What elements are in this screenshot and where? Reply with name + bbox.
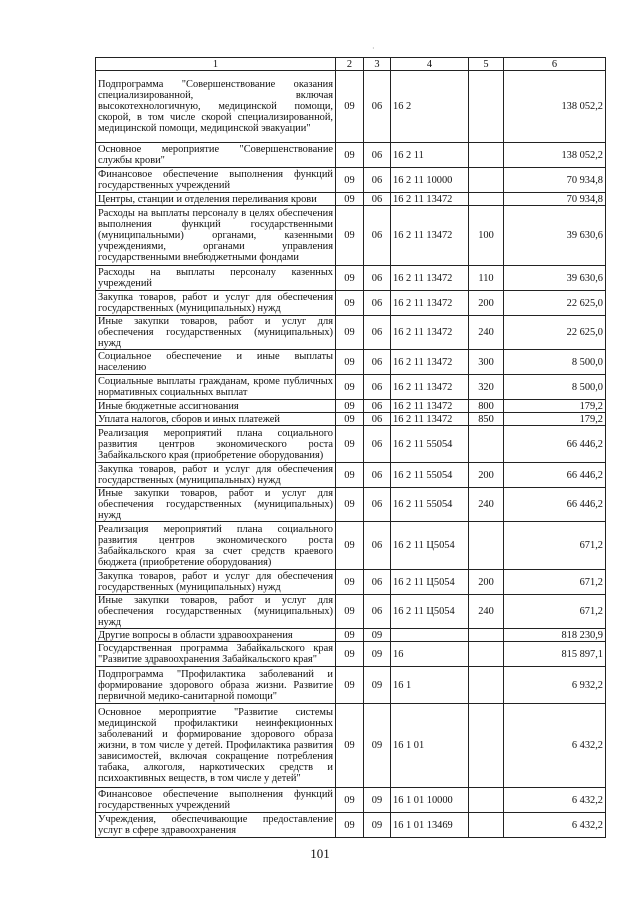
expense-name-cell: Подпрограмма "Профилактика заболеваний и формирование здорового образа жизни. Развитие первичной медико-санитарной помощи" (96, 667, 336, 704)
section-code-cell: 09 (336, 813, 364, 838)
section-code-cell: 09 (336, 629, 364, 642)
expense-type-cell (469, 168, 504, 193)
amount-cell: 6 432,2 (504, 813, 606, 838)
target-article-cell: 16 2 11 10000 (391, 168, 469, 193)
expense-name-cell: Расходы на выплаты персоналу казенных учреждений (96, 266, 336, 291)
target-article-cell: 16 2 11 Ц5054 (391, 522, 469, 570)
expense-type-cell (469, 813, 504, 838)
table-row (96, 667, 606, 704)
amount-cell: 6 932,2 (504, 667, 606, 704)
table-row (96, 168, 606, 193)
table-row (96, 813, 606, 838)
target-article-cell: 16 2 11 13472 (391, 413, 469, 426)
target-article-cell: 16 2 11 13472 (391, 206, 469, 266)
amount-cell: 8 500,0 (504, 350, 606, 375)
target-article-cell: 16 2 11 13472 (391, 400, 469, 413)
section-code-cell: 09 (336, 400, 364, 413)
subsection-code-cell: 09 (364, 788, 391, 813)
amount-cell: 66 446,2 (504, 426, 606, 463)
amount-cell: 70 934,8 (504, 193, 606, 206)
section-code-cell: 09 (336, 595, 364, 629)
expense-type-cell (469, 193, 504, 206)
section-code-cell: 09 (336, 522, 364, 570)
section-code-cell: 09 (336, 413, 364, 426)
section-code-cell: 09 (336, 193, 364, 206)
expense-name-cell: Учреждения, обеспечивающие предоставление услуг в сфере здравоохранения (96, 813, 336, 838)
expense-name-cell: Иные бюджетные ассигнования (96, 400, 336, 413)
expense-name-cell: Закупка товаров, работ и услуг для обеспечения государственных (муниципальных) нужд (96, 570, 336, 595)
amount-cell: 179,2 (504, 413, 606, 426)
target-article-cell: 16 2 11 Ц5054 (391, 570, 469, 595)
expense-name-cell: Закупка товаров, работ и услуг для обеспечения государственных (муниципальных) нужд (96, 291, 336, 316)
expense-name-cell: Подпрограмма "Совершенствование оказания специализированной, включая высокотехнологичную, медицинской помощи, скорой, в том числе скорой специализированной, медицинской помощи, медицинской эвакуации" (96, 71, 336, 143)
expense-name-cell: Иные закупки товаров, работ и услуг для обеспечения государственных (муниципальных) нужд (96, 488, 336, 522)
subsection-code-cell: 06 (364, 168, 391, 193)
amount-cell: 66 446,2 (504, 463, 606, 488)
expense-type-cell: 240 (469, 488, 504, 522)
amount-cell: 179,2 (504, 400, 606, 413)
target-article-cell: 16 2 11 (391, 143, 469, 168)
expense-type-cell: 200 (469, 570, 504, 595)
expense-name-cell: Государственная программа Забайкальского края "Развитие здравоохранения Забайкальского края" (96, 642, 336, 667)
page-number: 101 (310, 846, 330, 861)
expense-type-cell (469, 629, 504, 642)
expense-name-cell: Иные закупки товаров, работ и услуг для обеспечения государственных (муниципальных) нужд (96, 316, 336, 350)
table-row (96, 788, 606, 813)
table-row (96, 413, 606, 426)
header-cell-6: 6 (504, 58, 606, 71)
target-article-cell: 16 2 (391, 71, 469, 143)
target-article-cell: 16 (391, 642, 469, 667)
amount-cell: 138 052,2 (504, 143, 606, 168)
section-code-cell: 09 (336, 570, 364, 595)
table-row (96, 143, 606, 168)
amount-cell: 818 230,9 (504, 629, 606, 642)
expense-name-cell: Основное мероприятие "Развитие системы медицинской профилактики неинфекционных заболеваний и формирование здорового образа жизни, в том числе у детей. Профилактика развития зависимостей, включая сокращение потребления табака, алкоголя, наркотических средств и психоактивных веществ, в том числе у детей" (96, 704, 336, 788)
target-article-cell: 16 1 01 13469 (391, 813, 469, 838)
subsection-code-cell: 06 (364, 522, 391, 570)
table-row (96, 629, 606, 642)
subsection-code-cell: 09 (364, 813, 391, 838)
expense-type-cell (469, 426, 504, 463)
target-article-cell: 16 2 11 13472 (391, 291, 469, 316)
section-code-cell: 09 (336, 463, 364, 488)
target-article-cell: 16 2 11 13472 (391, 266, 469, 291)
expense-type-cell: 200 (469, 463, 504, 488)
table-row (96, 704, 606, 788)
table-row (96, 193, 606, 206)
target-article-cell: 16 2 11 13472 (391, 375, 469, 400)
subsection-code-cell: 06 (364, 266, 391, 291)
subsection-code-cell: 06 (364, 413, 391, 426)
expense-name-cell: Финансовое обеспечение выполнения функций государственных учреждений (96, 168, 336, 193)
expense-type-cell (469, 522, 504, 570)
section-code-cell: 09 (336, 375, 364, 400)
subsection-code-cell: 06 (364, 143, 391, 168)
subsection-code-cell: 06 (364, 488, 391, 522)
table-row (96, 426, 606, 463)
section-code-cell: 09 (336, 266, 364, 291)
expense-name-cell: Центры, станции и отделения переливания крови (96, 193, 336, 206)
amount-cell: 8 500,0 (504, 375, 606, 400)
expense-type-cell: 240 (469, 316, 504, 350)
expense-name-cell: Расходы на выплаты персоналу в целях обеспечения выполнения функций государственными (муниципальными) органами, казенными учреждениями, органами управления государственными внебюджетными фондами (96, 206, 336, 266)
section-code-cell: 09 (336, 788, 364, 813)
header-cell-1: 1 (96, 58, 336, 71)
amount-cell: 6 432,2 (504, 704, 606, 788)
amount-cell: 39 630,6 (504, 266, 606, 291)
header-cell-5: 5 (469, 58, 504, 71)
subsection-code-cell: 06 (364, 375, 391, 400)
expense-type-cell: 200 (469, 291, 504, 316)
section-code-cell: 09 (336, 316, 364, 350)
table-row (96, 350, 606, 375)
amount-cell: 22 625,0 (504, 291, 606, 316)
subsection-code-cell: 06 (364, 350, 391, 375)
section-code-cell: 09 (336, 704, 364, 788)
subsection-code-cell: 06 (364, 595, 391, 629)
section-code-cell: 09 (336, 488, 364, 522)
table-row (96, 522, 606, 570)
table-row (96, 488, 606, 522)
amount-cell: 671,2 (504, 522, 606, 570)
amount-cell: 138 052,2 (504, 71, 606, 143)
expense-name-cell: Основное мероприятие "Совершенствование службы крови" (96, 143, 336, 168)
amount-cell: 6 432,2 (504, 788, 606, 813)
target-article-cell (391, 629, 469, 642)
table-row (96, 266, 606, 291)
expense-type-cell: 320 (469, 375, 504, 400)
scan-mark: · (372, 44, 375, 53)
section-code-cell: 09 (336, 642, 364, 667)
expense-type-cell (469, 143, 504, 168)
expense-name-cell: Иные закупки товаров, работ и услуг для обеспечения государственных (муниципальных) нужд (96, 595, 336, 629)
expense-name-cell: Другие вопросы в области здравоохранения (96, 629, 336, 642)
expense-type-cell (469, 788, 504, 813)
section-code-cell: 09 (336, 206, 364, 266)
subsection-code-cell: 06 (364, 71, 391, 143)
subsection-code-cell: 09 (364, 704, 391, 788)
header-cell-3: 3 (364, 58, 391, 71)
subsection-code-cell: 09 (364, 667, 391, 704)
expense-type-cell (469, 667, 504, 704)
table-row (96, 71, 606, 143)
subsection-code-cell: 06 (364, 463, 391, 488)
expense-name-cell: Финансовое обеспечение выполнения функций государственных учреждений (96, 788, 336, 813)
target-article-cell: 16 1 01 10000 (391, 788, 469, 813)
amount-cell: 70 934,8 (504, 168, 606, 193)
table-row (96, 291, 606, 316)
table-row (96, 400, 606, 413)
table-row (96, 642, 606, 667)
expense-type-cell (469, 71, 504, 143)
expense-name-cell: Социальные выплаты гражданам, кроме публичных нормативных социальных выплат (96, 375, 336, 400)
expense-type-cell: 300 (469, 350, 504, 375)
amount-cell: 671,2 (504, 570, 606, 595)
table-row (96, 206, 606, 266)
table-row (96, 316, 606, 350)
header-cell-4: 4 (391, 58, 469, 71)
expense-type-cell: 240 (469, 595, 504, 629)
expense-type-cell: 800 (469, 400, 504, 413)
expense-type-cell: 100 (469, 206, 504, 266)
header-row (96, 58, 606, 71)
table-row (96, 570, 606, 595)
amount-cell: 39 630,6 (504, 206, 606, 266)
section-code-cell: 09 (336, 168, 364, 193)
subsection-code-cell: 06 (364, 316, 391, 350)
expense-type-cell (469, 704, 504, 788)
section-code-cell: 09 (336, 291, 364, 316)
section-code-cell: 09 (336, 143, 364, 168)
amount-cell: 66 446,2 (504, 488, 606, 522)
expense-type-cell: 110 (469, 266, 504, 291)
table-body (96, 71, 606, 838)
target-article-cell: 16 2 11 13472 (391, 193, 469, 206)
table-row (96, 375, 606, 400)
target-article-cell: 16 2 11 13472 (391, 350, 469, 375)
target-article-cell: 16 2 11 55054 (391, 463, 469, 488)
amount-cell: 815 897,1 (504, 642, 606, 667)
section-code-cell: 09 (336, 71, 364, 143)
section-code-cell: 09 (336, 350, 364, 375)
target-article-cell: 16 2 11 55054 (391, 426, 469, 463)
target-article-cell: 16 1 01 (391, 704, 469, 788)
expense-type-cell: 850 (469, 413, 504, 426)
subsection-code-cell: 06 (364, 570, 391, 595)
subsection-code-cell: 06 (364, 291, 391, 316)
section-code-cell: 09 (336, 667, 364, 704)
target-article-cell: 16 2 11 13472 (391, 316, 469, 350)
table-row (96, 595, 606, 629)
subsection-code-cell: 06 (364, 400, 391, 413)
header-cell-2: 2 (336, 58, 364, 71)
table-row (96, 463, 606, 488)
subsection-code-cell: 06 (364, 193, 391, 206)
amount-cell: 22 625,0 (504, 316, 606, 350)
target-article-cell: 16 1 (391, 667, 469, 704)
target-article-cell: 16 2 11 Ц5054 (391, 595, 469, 629)
subsection-code-cell: 06 (364, 426, 391, 463)
target-article-cell: 16 2 11 55054 (391, 488, 469, 522)
amount-cell: 671,2 (504, 595, 606, 629)
budget-table (95, 57, 606, 838)
expense-name-cell: Уплата налогов, сборов и иных платежей (96, 413, 336, 426)
section-code-cell: 09 (336, 426, 364, 463)
expense-name-cell: Закупка товаров, работ и услуг для обеспечения государственных (муниципальных) нужд (96, 463, 336, 488)
expense-name-cell: Реализация мероприятий плана социального развития центров экономического роста Забайкальского края (приобретение оборудования) (96, 426, 336, 463)
subsection-code-cell: 09 (364, 642, 391, 667)
expense-type-cell (469, 642, 504, 667)
expense-name-cell: Социальное обеспечение и иные выплаты населению (96, 350, 336, 375)
expense-name-cell: Реализация мероприятий плана социального развития центров экономического роста Забайкальского края за счет средств краевого бюджета (приобретение оборудования) (96, 522, 336, 570)
subsection-code-cell: 06 (364, 206, 391, 266)
subsection-code-cell: 09 (364, 629, 391, 642)
